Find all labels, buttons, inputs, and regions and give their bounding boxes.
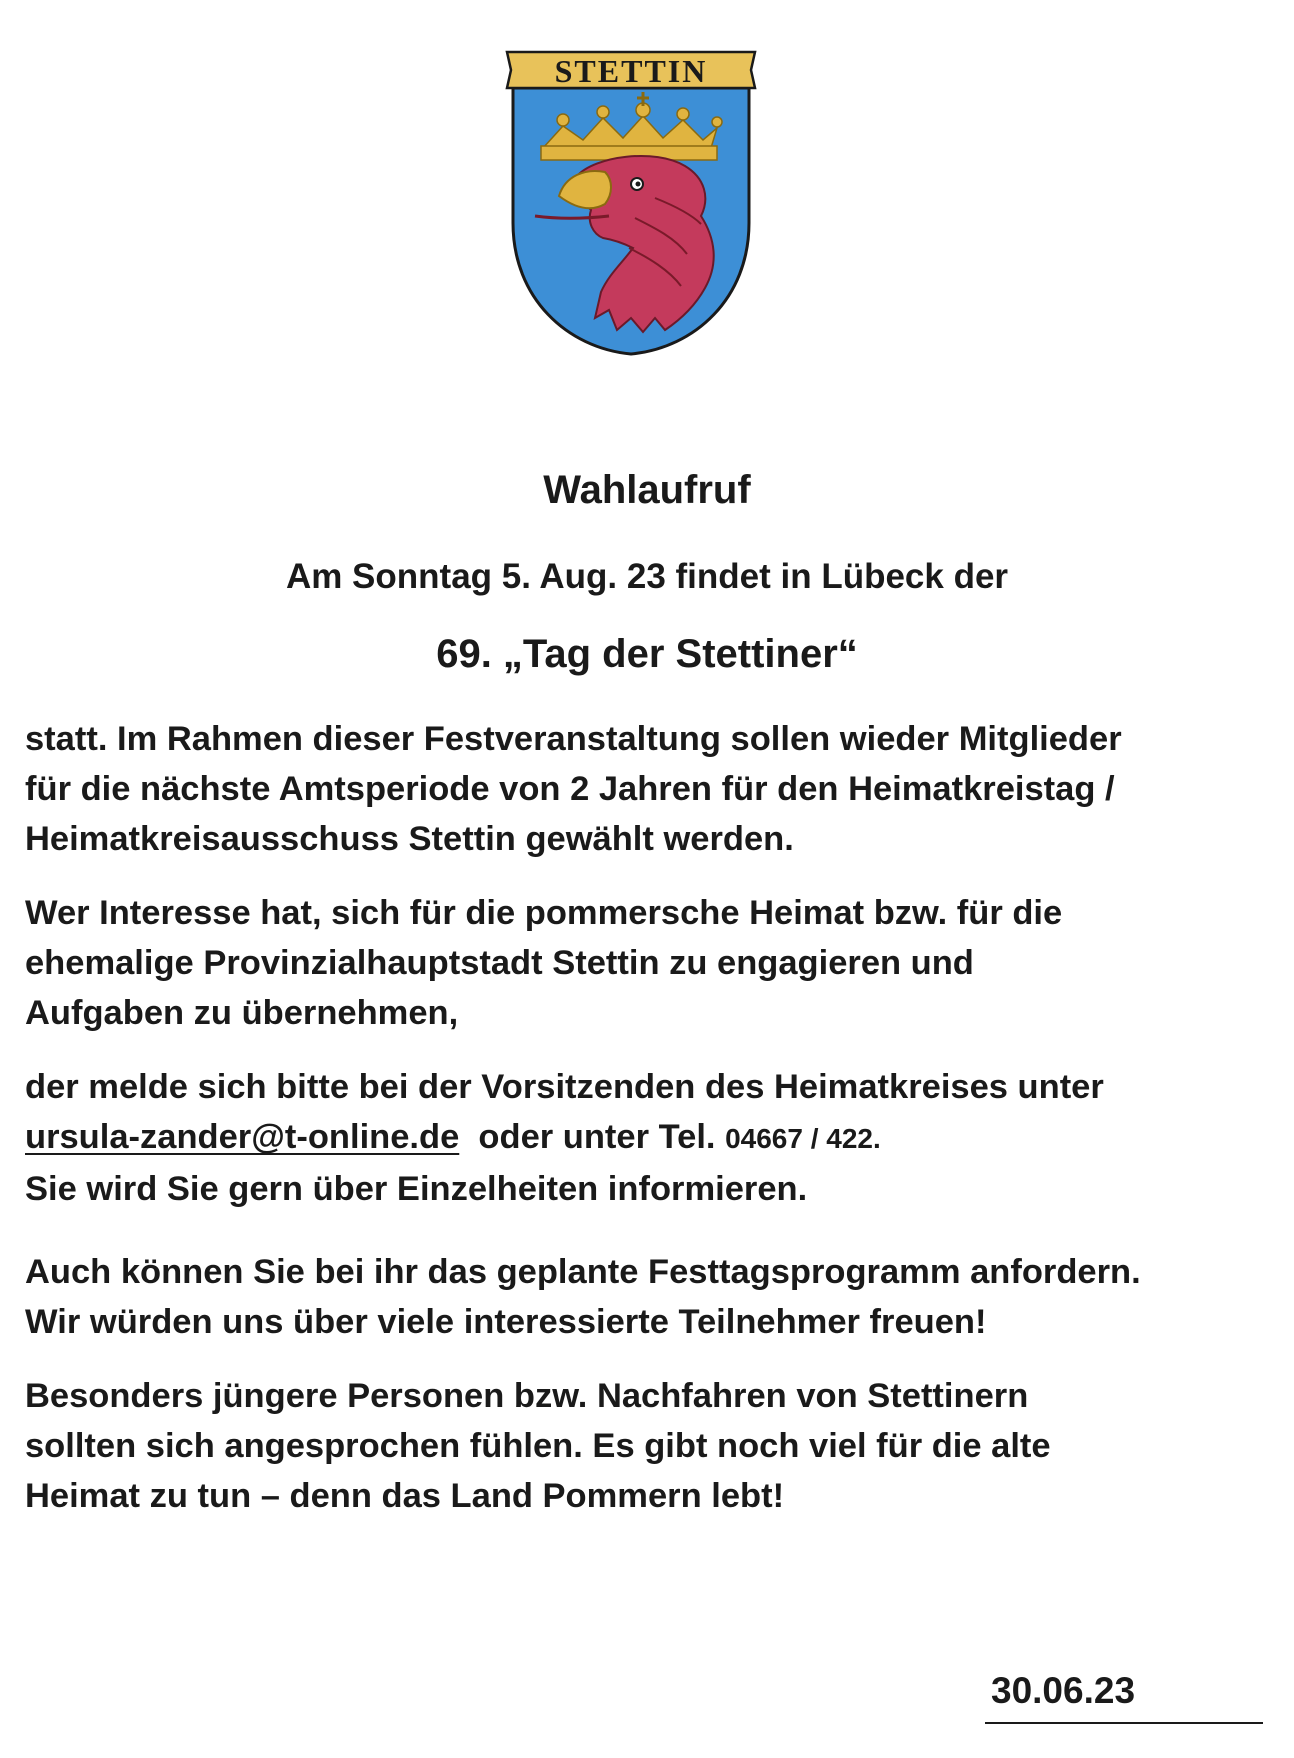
paragraph-line: sollten sich angesprochen fühlen. Es gibt noch viel für die alte bbox=[25, 1427, 1051, 1465]
paragraph-line: für die nächste Amtsperiode von 2 Jahren für den Heimatkreistag / bbox=[25, 770, 1115, 808]
paragraph-appeal bbox=[25, 1371, 1287, 1521]
paragraph-interest bbox=[25, 888, 1287, 1038]
paragraph-line: Wir würden uns über viele interessierte Teilnehmer freuen! bbox=[25, 1303, 987, 1341]
paragraph-line: der melde sich bitte bei der Vorsitzenden des Heimatkreises unter bbox=[25, 1068, 1104, 1106]
banner-text: STETTIN bbox=[554, 53, 708, 89]
contact-line bbox=[25, 1112, 1287, 1164]
intro-line: Am Sonntag 5. Aug. 23 findet in Lübeck der bbox=[285, 557, 1009, 596]
paragraph-line: Wer Interesse hat, sich für die pommersche Heimat bzw. für die bbox=[25, 894, 1063, 932]
paragraph-line: Heimat zu tun – denn das Land Pommern lebt! bbox=[25, 1477, 785, 1515]
paragraph-line: ehemalige Provinzialhauptstadt Stettin zu engagieren und bbox=[25, 944, 974, 982]
paragraph-election bbox=[25, 714, 1287, 864]
paragraph-line: Sie wird Sie gern über Einzelheiten informieren. bbox=[25, 1170, 808, 1208]
page-title: Wahlaufruf bbox=[543, 468, 751, 512]
phone-prefix: oder unter Tel. bbox=[459, 1118, 726, 1156]
paragraph-line: Auch können Sie bei ihr das geplante Festtagsprogramm anfordern. bbox=[25, 1253, 1141, 1291]
date-signature-line bbox=[985, 1670, 1263, 1724]
paragraph-line: Heimatkreisausschuss Stettin gewählt werden. bbox=[25, 820, 794, 858]
paragraph-line: statt. Im Rahmen dieser Festveranstaltung sollen wieder Mitglieder bbox=[25, 720, 1122, 758]
paragraph-line: Aufgaben zu übernehmen, bbox=[25, 994, 459, 1032]
email-link[interactable]: ursula-zander@t-online.de bbox=[25, 1118, 460, 1156]
paragraph-program bbox=[25, 1247, 1287, 1347]
phone-number: 04667 / 422. bbox=[725, 1123, 881, 1154]
document-date: 30.06.23 bbox=[991, 1670, 1136, 1711]
event-title: 69. „Tag der Stettiner“ bbox=[436, 632, 858, 676]
paragraph-contact bbox=[25, 1062, 1287, 1214]
paragraph-line: Besonders jüngere Personen bzw. Nachfahren von Stettinern bbox=[25, 1377, 1029, 1415]
stettin-coat-of-arms bbox=[505, 48, 757, 358]
